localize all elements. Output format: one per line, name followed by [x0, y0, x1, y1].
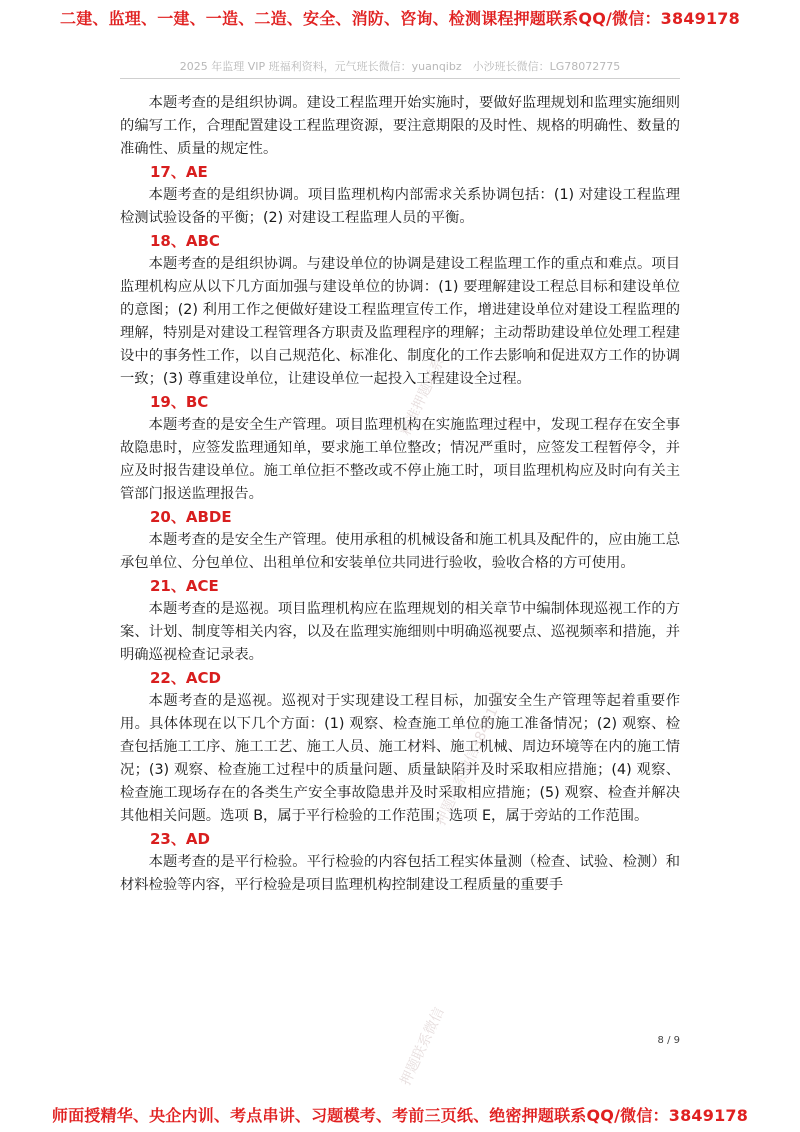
answer-20: 20、ABDE: [150, 508, 232, 526]
watermark-text: 押题联系微信: [397, 1005, 448, 1089]
header-note: 2025 年监理 VIP 班福利资料，元气班长微信：yuanqibz 小沙班长微信：LG78072775: [179, 60, 621, 73]
paragraph-22-explanation: 本题考查的是巡视。巡视对于实现建设工程目标，加强安全生产管理等起着重要作用。具体体现在以下几个方面：(1) 观察、检查施工单位的施工准备情况；(2) 观察、检查包括施工工序、施工工艺、施工人员、施工材料、施工机械、周边环境等在内的施工情况；(3) 观察、检查施工过程中的质量问题、质量缺陷并及时采取相应措施；(4) 观察、检查施工现场存在的各类生产安全事故隐患并及时采取相应措施；(5) 观察、检查并解决其他相关问题。选项 B，属于平行检验的工作范围；选项 E，属于旁站的工作范围。: [120, 693, 680, 824]
answer-21: 21、ACE: [150, 577, 219, 595]
paragraph-20-explanation: 本题考查的是安全生产管理。使用承租的机械设备和施工机具及配件的，应由施工总承包单位、分包单位、出租单位和安装单位共同进行验收，验收合格的方可使用。: [120, 532, 680, 571]
top-banner: 二建、监理、一建、一造、二造、安全、消防、咨询、检测课程押题联系QQ/微信：3849178: [60, 9, 740, 28]
answer-22: 22、ACD: [150, 669, 221, 687]
paragraph-21-explanation: 本题考查的是巡视。项目监理机构应在监理规划的相关章节中编制体现巡视工作的方案、计划、制度等相关内容，以及在监理实施细则中明确巡视要点、巡视频率和措施，并明确巡视检查记录表。: [120, 601, 680, 663]
document-body: [120, 92, 680, 897]
paragraph-23-explanation: 本题考查的是平行检验。平行检验的内容包括工程实体量测（检查、试验、检测）和材料检验等内容，平行检验是项目监理机构控制建设工程质量的重要手: [120, 854, 680, 893]
paragraph-18-explanation: 本题考查的是组织协调。与建设单位的协调是建设工程监理工作的重点和难点。项目监理机构应从以下几方面加强与建设单位的协调：(1) 要理解建设工程总目标和建设单位的意图；(2) 利用工作之便做好建设工程监理宣传工作，增进建设单位对建设工程监理的理解，特别是对建设工程管理各方职责及监理程序的理解；主动帮助建设单位处理工程建设中的事务性工作，以自己规范化、标准化、制度化的工作去影响和促进双方工作的协调一致；(3) 尊重建设单位，让建设单位一起投入工程建设全过程。: [120, 256, 680, 387]
answer-17: 17、AE: [150, 163, 208, 181]
header-rule: [120, 78, 680, 79]
bottom-banner: 师面授精华、央企内训、考点串讲、习题模考、考前三页纸、绝密押题联系QQ/微信：3849178: [51, 1106, 749, 1125]
page-number: 8 / 9: [657, 1035, 680, 1046]
paragraph-16-explanation: 本题考查的是组织协调。建设工程监理开始实施时，要做好监理规划和监理实施细则的编写工作，合理配置建设工程监理资源，要注意期限的及时性、规格的明确性、数量的准确性、质量的规定性。: [120, 95, 680, 157]
paragraph-19-explanation: 本题考查的是安全生产管理。项目监理机构在实施监理过程中，发现工程存在安全事故隐患时，应签发监理通知单，要求施工单位整改；情况严重时，应签发工程暂停令，并应及时报告建设单位。施工单位拒不整改或不停止施工时，项目监理机构应及时向有关主管部门报送监理报告。: [120, 417, 680, 502]
answer-23: 23、AD: [150, 830, 210, 848]
watermark-text: 押题联系微信3849178: [432, 688, 510, 829]
answer-18: 18、ABC: [150, 232, 220, 250]
paragraph-17-explanation: 本题考查的是组织协调。项目监理机构内部需求关系协调包括：(1) 对建设工程监理检测试验设备的平衡；(2) 对建设工程监理人员的平衡。: [120, 187, 680, 226]
watermark-text: 精准押题联系: [397, 355, 448, 439]
answer-19: 19、BC: [150, 393, 209, 411]
